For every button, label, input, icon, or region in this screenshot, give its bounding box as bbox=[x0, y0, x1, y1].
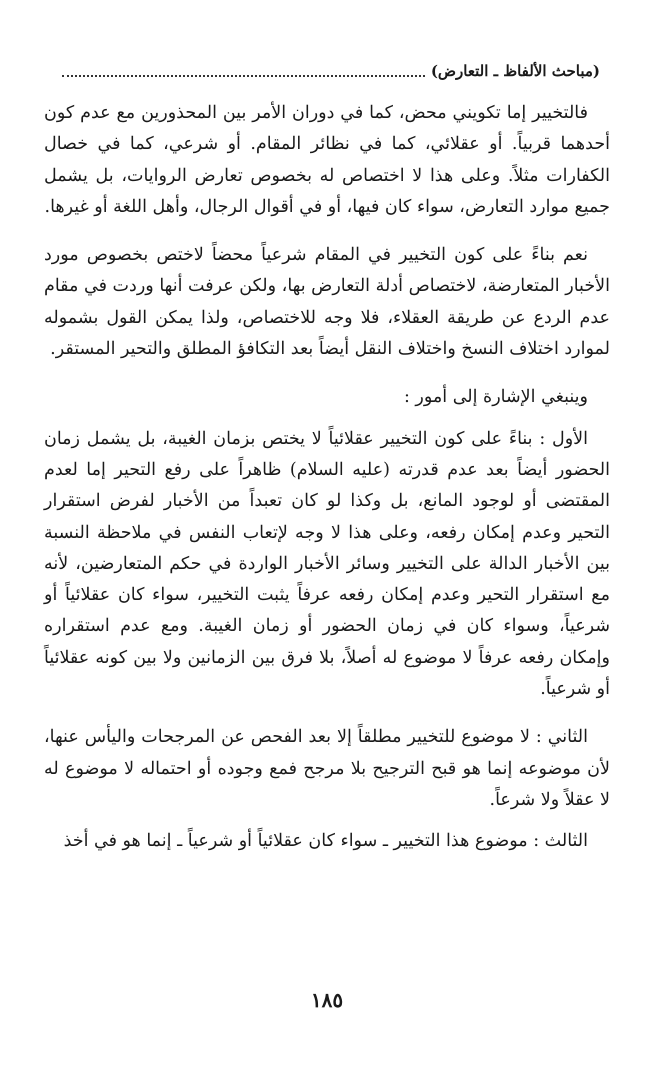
header-dotted-leader bbox=[62, 75, 425, 77]
paragraph: الثالث : موضوع هذا التخيير ـ سواء كان عقلائياً أو شرعياً ـ إنما هو في أخذ bbox=[63, 831, 588, 852]
paragraph: فالتخيير إما تكويني محض، كما في دوران الأمر بين المحذورين مع عدم كون أحدهما قربياً. أو عقلائي، كما في نظائر المقام. أو شرعي، كما في خصال الكفارات مثلاً. وعلى هذا لا اختصاص له بخصوص تعارض الروايات، بل يشمل جميع موارد التعارض، سواء كان فيها، أو في أقوال الرجال، وأهل اللغة أو غيرها. bbox=[44, 103, 610, 217]
paragraph: نعم بناءً على كون التخيير في المقام شرعياً محضاً لاختص بخصوص مورد الأخبار المتعارضة، لاختصاص أدلة التعارض بها، ولكن عرفت أنها وردت في مقام عدم الردع عن طريقة العقلاء، فلا وجه للاختصاص، ولذا يمكن القول بشموله لموارد اختلاف النسخ واختلاف النقل أيضاً بعد التكافؤ المطلق والتحير المستقر. bbox=[44, 245, 610, 360]
paragraph: وينبغي الإشارة إلى أمور : bbox=[403, 387, 588, 408]
running-header bbox=[62, 58, 600, 80]
body-text bbox=[44, 98, 610, 858]
chapter-title: (مباحث الألفاظ ـ التعارض) bbox=[430, 62, 600, 80]
paragraph: الثاني : لا موضوع للتخيير مطلقاً إلا بعد الفحص عن المرجحات واليأس عنها، لأن موضوعه إنما هو قبح الترجيح بلا مرجح فمع وجوده أو احتماله لا موضوع له لا عقلاً ولا شرعاً. bbox=[44, 727, 610, 810]
page-number: ١٨٥ bbox=[310, 988, 344, 1012]
paragraph: الأول : بناءً على كون التخيير عقلائياً لا يختص بزمان الغيبة، بل يشمل زمان الحضور أيضاً بعد عدم قدرته (عليه السلام) ظاهراً على رفع التحير إما لعدم المقتضى أو لوجود المانع، بل وكذا لو كان تعبداً من الأخبار لفرض استقرار التحير وعدم إمكان رفعه، وعلى هذا لا وجه لإتعاب النفس في ملاحظة النسبة بين الأخبار الدالة على التخيير وسائر الأخبار الواردة في حكم المتعارضين، لأنه مع استقرار التحير وعدم إمكان رفعه عرفاً يثبت التخيير، سواء كان عقلائياً أو شرعياً، وسواء كان في زمان الحضور أو زمان الغيبة. ومع عدم استقراره وإمكان رفعه عرفاً لا موضوع له أصلاً، بلا فرق بين الزمانين ولا بين كونه عقلائياً أو شرعياً. bbox=[44, 428, 610, 700]
